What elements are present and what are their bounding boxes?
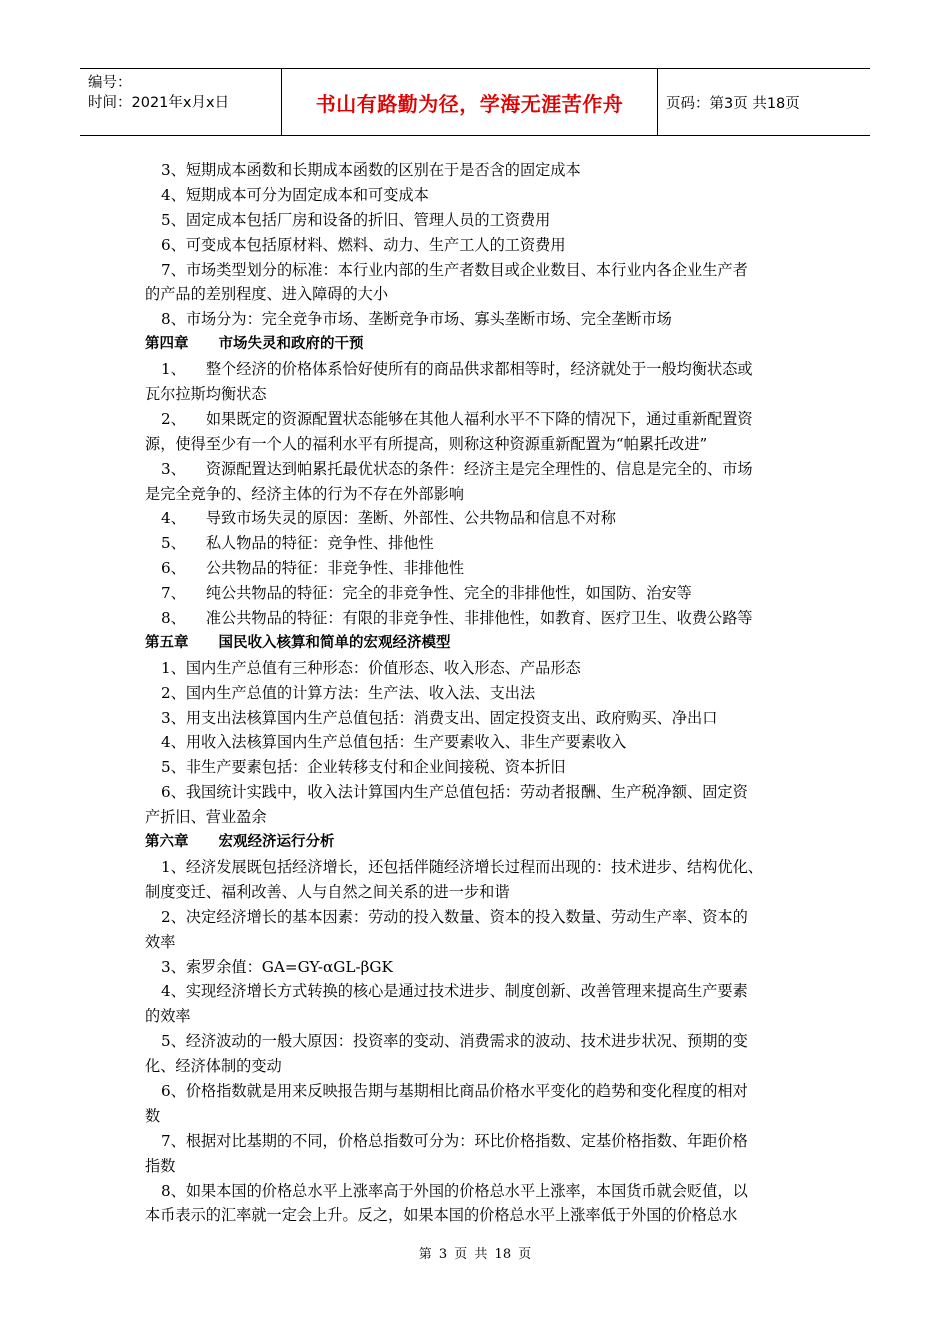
list-item: 7、市场类型划分的标准：本行业内部的生产者数目或企业数目、本行业内各企业生产者: [161, 260, 748, 279]
list-item: [145, 407, 810, 432]
text-line: 产折旧、营业盈余: [145, 808, 267, 827]
text-line: 瓦尔拉斯均衡状态: [145, 385, 267, 404]
list-item: 7、根据对比基期的不同，价格总指数可分为：环比价格指数、定基价格指数、年距价格: [161, 1131, 748, 1150]
item-text: 导致市场失灵的原因：垄断、外部性、公共物品和信息不对称: [205, 509, 616, 528]
list-item: 5、经济波动的一般大原因：投资率的变动、消费需求的波动、技术进步状况、预期的变: [161, 1032, 748, 1051]
list-item: 1、经济发展既包括经济增长，还包括伴随经济增长过程而出现的：技术进步、结构优化、: [161, 857, 763, 876]
list-item: [145, 606, 810, 631]
item-number: 1、: [161, 360, 186, 379]
chapter-title: 宏观经济运行分析: [218, 834, 335, 851]
list-item: 4、用收入法核算国内生产总值包括：生产要素收入、非生产要素收入: [161, 733, 627, 752]
list-item: 2、决定经济增长的基本因素：劳动的投入数量、资本的投入数量、劳动生产率、资本的: [161, 907, 748, 926]
chapter-heading: [145, 631, 810, 656]
list-item: [145, 506, 810, 531]
item-number: 4、: [161, 509, 186, 528]
list-item: 3、用支出法核算国内生产总值包括：消费支出、固定投资支出、政府购买、净出口: [161, 708, 718, 727]
chapter-number: 第五章: [145, 634, 189, 651]
list-item: 2、国内生产总值的计算方法：生产法、收入法、支出法: [161, 683, 536, 702]
chapter-title: 国民收入核算和简单的宏观经济模型: [218, 634, 451, 651]
page-footer: 第 3 页 共 18 页: [418, 1247, 532, 1262]
item-number: 6、: [161, 559, 186, 578]
chapter-number: 第四章: [145, 336, 189, 353]
item-text: 如果既定的资源配置状态能够在其他人福利水平不下降的情况下，通过重新配置资: [205, 409, 753, 428]
chapter-number: 第六章: [145, 834, 189, 851]
text-line: 的效率: [145, 1007, 191, 1026]
header-page-info: 页码：第3页 共18页: [666, 95, 800, 112]
item-number: 7、: [161, 584, 186, 603]
list-item: 5、固定成本包括厂房和设备的折旧、管理人员的工资费用: [161, 210, 551, 229]
list-item: 3、索罗余值：GA=GY-αGL-βGK: [161, 957, 393, 976]
list-item: 6、价格指数就是用来反映报告期与基期相比商品价格水平变化的趋势和变化程度的相对: [161, 1081, 748, 1100]
item-text: 资源配置达到帕累托最优状态的条件：经济主是完全理性的、信息是完全的、市场: [205, 459, 753, 478]
list-item: 8、如果本国的价格总水平上涨率高于外国的价格总水平上涨率，本国货币就会贬值，以: [161, 1181, 748, 1200]
list-item: 8、市场分为：完全竞争市场、垄断竞争市场、寡头垄断市场、完全垄断市场: [161, 310, 672, 329]
page-header: [80, 68, 870, 136]
list-item: 6、可变成本包括原材料、燃料、动力、生产工人的工资费用: [161, 235, 566, 254]
item-text: 准公共物品的特征：有限的非竞争性、非排他性，如教育、医疗卫生、收费公路等: [205, 609, 753, 628]
list-item: 5、非生产要素包括：企业转移支付和企业间接税、资本折旧: [161, 758, 566, 777]
text-line: 效率: [145, 932, 176, 951]
chapter-heading: [145, 332, 810, 357]
item-text: 整个经济的价格体系恰好使所有的商品供求都相等时，经济就处于一般均衡状态或: [205, 360, 753, 379]
item-text: 公共物品的特征：非竞争性、非排他性: [205, 559, 465, 578]
list-item: [145, 457, 810, 482]
text-line: 的产品的差别程度、进入障碍的大小: [145, 285, 388, 304]
list-item: [145, 556, 810, 581]
list-item: 4、实现经济增长方式转换的核心是通过技术进步、制度创新、改善管理来提高生产要素: [161, 982, 748, 1001]
list-item: [145, 581, 810, 606]
text-line: 制度变迁、福利改善、人与自然之间关系的进一步和谐: [145, 882, 510, 901]
text-line: 本币表示的汇率就一定会上升。反之，如果本国的价格总水平上涨率低于外国的价格总水: [145, 1206, 738, 1225]
item-number: 8、: [161, 609, 186, 628]
text-line: 化、经济体制的变动: [145, 1057, 282, 1076]
text-line: 源，使得至少有一个人的福利水平有所提高，则称这种资源重新配置为“帕累托改进”: [145, 434, 708, 453]
serial-label: 编号：: [88, 75, 132, 91]
list-item: 6、我国统计实践中，收入法计算国内生产总值包括：劳动者报酬、生产税净额、固定资: [161, 783, 748, 802]
list-item: 1、国内生产总值有三种形态：价值形态、收入形态、产品形态: [161, 658, 581, 677]
date-label: 时间：2021年x月x日: [88, 95, 230, 111]
text-line: 指数: [145, 1156, 176, 1175]
item-number: 3、: [161, 459, 186, 478]
list-item: [145, 531, 810, 556]
header-meta: [80, 69, 282, 135]
item-text: 私人物品的特征：竞争性、排他性: [205, 534, 434, 553]
chapter-heading: [145, 830, 810, 855]
item-text: 纯公共物品的特征：完全的非竞争性、完全的非排他性，如国防、治安等: [205, 584, 692, 603]
list-item: [145, 357, 810, 382]
text-line: 数: [145, 1106, 161, 1125]
item-number: 5、: [161, 534, 186, 553]
list-item: 4、短期成本可分为固定成本和可变成本: [161, 185, 429, 204]
document-body: [145, 158, 810, 1228]
item-number: 2、: [161, 409, 186, 428]
chapter-title: 市场失灵和政府的干预: [218, 336, 364, 353]
text-line: 是完全竞争的、经济主体的行为不存在外部影响: [145, 484, 464, 503]
list-item: 3、短期成本函数和长期成本函数的区别在于是否含的固定成本: [161, 161, 581, 179]
header-motto: 书山有路勤为径，学海无涯苦作舟: [282, 69, 658, 135]
